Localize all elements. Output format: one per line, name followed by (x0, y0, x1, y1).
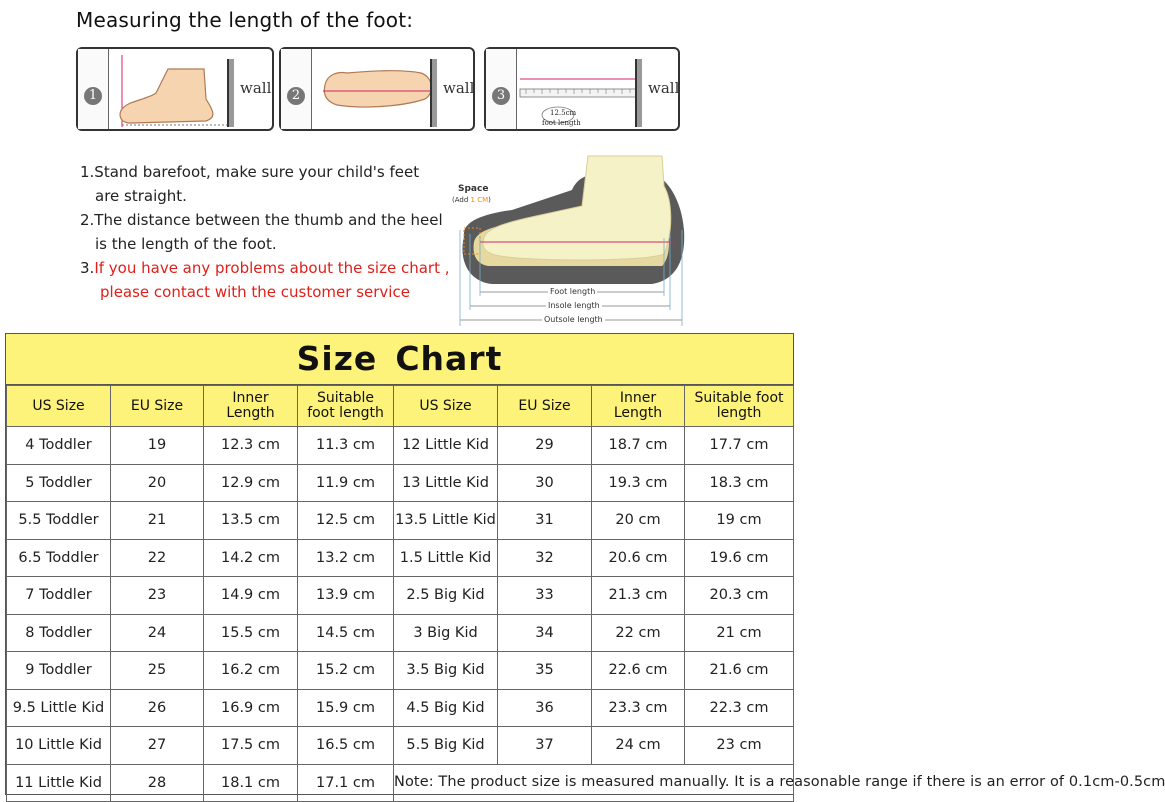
header-us-size: US Size (7, 386, 111, 427)
outsole-length-label: Outsole length (544, 315, 603, 324)
table-row (7, 464, 794, 502)
foot-length-cell: 16.5 cm (298, 727, 394, 765)
table-row (7, 727, 794, 765)
inner-length-cell: 20.6 cm (592, 539, 685, 577)
eu-size-cell: 19 (111, 427, 204, 465)
inner-length-cell: 18.1 cm (204, 764, 298, 802)
header-suitable-foot-length: Suitable foot length (685, 386, 794, 427)
size-table (6, 385, 1165, 802)
us-size-cell: 5 Toddler (7, 464, 111, 502)
table-row (7, 539, 794, 577)
header-inner-length: Inner Length (592, 386, 685, 427)
space-label: Space (458, 184, 489, 194)
foot-length-cell: 19.6 cm (685, 539, 794, 577)
eu-size-cell: 28 (111, 764, 204, 802)
size-table-body (7, 427, 1165, 802)
foot-length-cell: 18.3 cm (685, 464, 794, 502)
foot-length-cell: 13.2 cm (298, 539, 394, 577)
eu-size-cell: 34 (498, 614, 592, 652)
page-title: Measuring the length of the foot: (76, 8, 414, 32)
us-size-cell: 6.5 Toddler (7, 539, 111, 577)
us-size-cell: 12 Little Kid (394, 427, 498, 465)
eu-size-cell: 25 (111, 652, 204, 690)
foot-length-cell: 12.5 cm (298, 502, 394, 540)
foot-length-cell: 17.7 cm (685, 427, 794, 465)
inner-length-cell: 23.3 cm (592, 689, 685, 727)
foot-length-cell: 11.9 cm (298, 464, 394, 502)
step-number-1: 1 (84, 87, 102, 105)
table-header-row (7, 386, 794, 427)
us-size-cell: 3.5 Big Kid (394, 652, 498, 690)
us-size-cell: 2.5 Big Kid (394, 577, 498, 615)
step-panel-1 (76, 47, 274, 131)
eu-size-cell: 27 (111, 727, 204, 765)
eu-size-cell: 35 (498, 652, 592, 690)
instruction-1-line-2: are straight. (95, 187, 187, 205)
inner-length-cell: 14.9 cm (204, 577, 298, 615)
inner-length-cell: 20 cm (592, 502, 685, 540)
us-size-cell: 13.5 Little Kid (394, 502, 498, 540)
foot-length-label: Foot length (550, 287, 596, 296)
foot-length-cell: 23 cm (685, 727, 794, 765)
foot-length-cell: 20.3 cm (685, 577, 794, 615)
eu-size-cell: 24 (111, 614, 204, 652)
header-eu-size: EU Size (498, 386, 592, 427)
inner-length-cell: 18.7 cm (592, 427, 685, 465)
us-size-cell: 10 Little Kid (7, 727, 111, 765)
wall-label-3: wall (648, 79, 680, 97)
eu-size-cell: 23 (111, 577, 204, 615)
inner-length-cell: 19.3 cm (592, 464, 685, 502)
foot-illustration (483, 156, 671, 260)
step-panel-2 (279, 47, 475, 131)
us-size-cell: 9.5 Little Kid (7, 689, 111, 727)
inner-length-cell: 12.9 cm (204, 464, 298, 502)
space-add-label: (Add 1 CM) (452, 196, 491, 204)
foot-length-cell: 21 cm (685, 614, 794, 652)
us-size-cell: 11 Little Kid (7, 764, 111, 802)
table-row (7, 614, 794, 652)
us-size-cell: 5.5 Toddler (7, 502, 111, 540)
header-inner-length: Inner Length (204, 386, 298, 427)
eu-size-cell: 22 (111, 539, 204, 577)
inner-length-cell: 22.6 cm (592, 652, 685, 690)
foot-length-cell: 11.3 cm (298, 427, 394, 465)
ruler-value-label: 12.5cm (550, 109, 577, 117)
eu-size-cell: 36 (498, 689, 592, 727)
header-eu-size: EU Size (111, 386, 204, 427)
foot-length-cell: 13.9 cm (298, 577, 394, 615)
table-row (7, 577, 794, 615)
wall-label-1: wall (240, 79, 272, 97)
instruction-2-line-2: is the length of the foot. (95, 235, 277, 253)
foot-length-cell: 14.5 cm (298, 614, 394, 652)
us-size-cell: 5.5 Big Kid (394, 727, 498, 765)
eu-size-cell: 29 (498, 427, 592, 465)
us-size-cell: 13 Little Kid (394, 464, 498, 502)
us-size-cell: 3 Big Kid (394, 614, 498, 652)
inner-length-cell: 14.2 cm (204, 539, 298, 577)
measurement-instructions (80, 160, 460, 304)
table-row (7, 689, 794, 727)
eu-size-cell: 20 (111, 464, 204, 502)
us-size-cell: 7 Toddler (7, 577, 111, 615)
size-chart (5, 333, 1165, 795)
measurement-note: Note: The product size is measured manually. It is a reasonable range if there is an error of 0.1cm-0.5cm (394, 764, 794, 802)
foot-length-cell: 21.6 cm (685, 652, 794, 690)
header-us-size: US Size (394, 386, 498, 427)
foot-length-cell: 15.9 cm (298, 689, 394, 727)
table-row (7, 427, 794, 465)
step-number-3: 3 (492, 87, 510, 105)
instruction-3-line-1: 3.If you have any problems about the size chart , (80, 259, 450, 277)
inner-length-cell: 17.5 cm (204, 727, 298, 765)
instruction-2-line-1: 2.The distance between the thumb and the heel (80, 211, 443, 229)
us-size-cell: 4.5 Big Kid (394, 689, 498, 727)
eu-size-cell: 21 (111, 502, 204, 540)
inner-length-cell: 21.3 cm (592, 577, 685, 615)
table-row (7, 652, 794, 690)
inner-length-cell: 13.5 cm (204, 502, 298, 540)
foot-length-cell: 19 cm (685, 502, 794, 540)
instruction-3-line-2: please contact with the customer service (100, 283, 410, 301)
foot-length-cell: 15.2 cm (298, 652, 394, 690)
inner-length-cell: 16.2 cm (204, 652, 298, 690)
insole-length-label: Insole length (548, 301, 600, 310)
eu-size-cell: 30 (498, 464, 592, 502)
table-row (7, 502, 794, 540)
us-size-cell: 1.5 Little Kid (394, 539, 498, 577)
inner-length-cell: 15.5 cm (204, 614, 298, 652)
inner-length-cell: 12.3 cm (204, 427, 298, 465)
table-row (7, 764, 794, 802)
eu-size-cell: 26 (111, 689, 204, 727)
instruction-1-line-1: 1.Stand barefoot, make sure your child's feet (80, 163, 420, 181)
eu-size-cell: 37 (498, 727, 592, 765)
eu-size-cell: 32 (498, 539, 592, 577)
inner-length-cell: 24 cm (592, 727, 685, 765)
step-number-2: 2 (287, 87, 305, 105)
wall-label-2: wall (443, 79, 475, 97)
step-panel-3 (484, 47, 680, 131)
ruler-foot-length-label: foot length (542, 119, 581, 127)
foot-length-cell: 17.1 cm (298, 764, 394, 802)
inner-length-cell: 22 cm (592, 614, 685, 652)
inner-length-cell: 16.9 cm (204, 689, 298, 727)
us-size-cell: 9 Toddler (7, 652, 111, 690)
eu-size-cell: 31 (498, 502, 592, 540)
size-chart-title: Size Chart (6, 334, 793, 385)
us-size-cell: 4 Toddler (7, 427, 111, 465)
foot-length-cell: 22.3 cm (685, 689, 794, 727)
us-size-cell: 8 Toddler (7, 614, 111, 652)
eu-size-cell: 33 (498, 577, 592, 615)
header-suitable-foot-length: Suitable foot length (298, 386, 394, 427)
